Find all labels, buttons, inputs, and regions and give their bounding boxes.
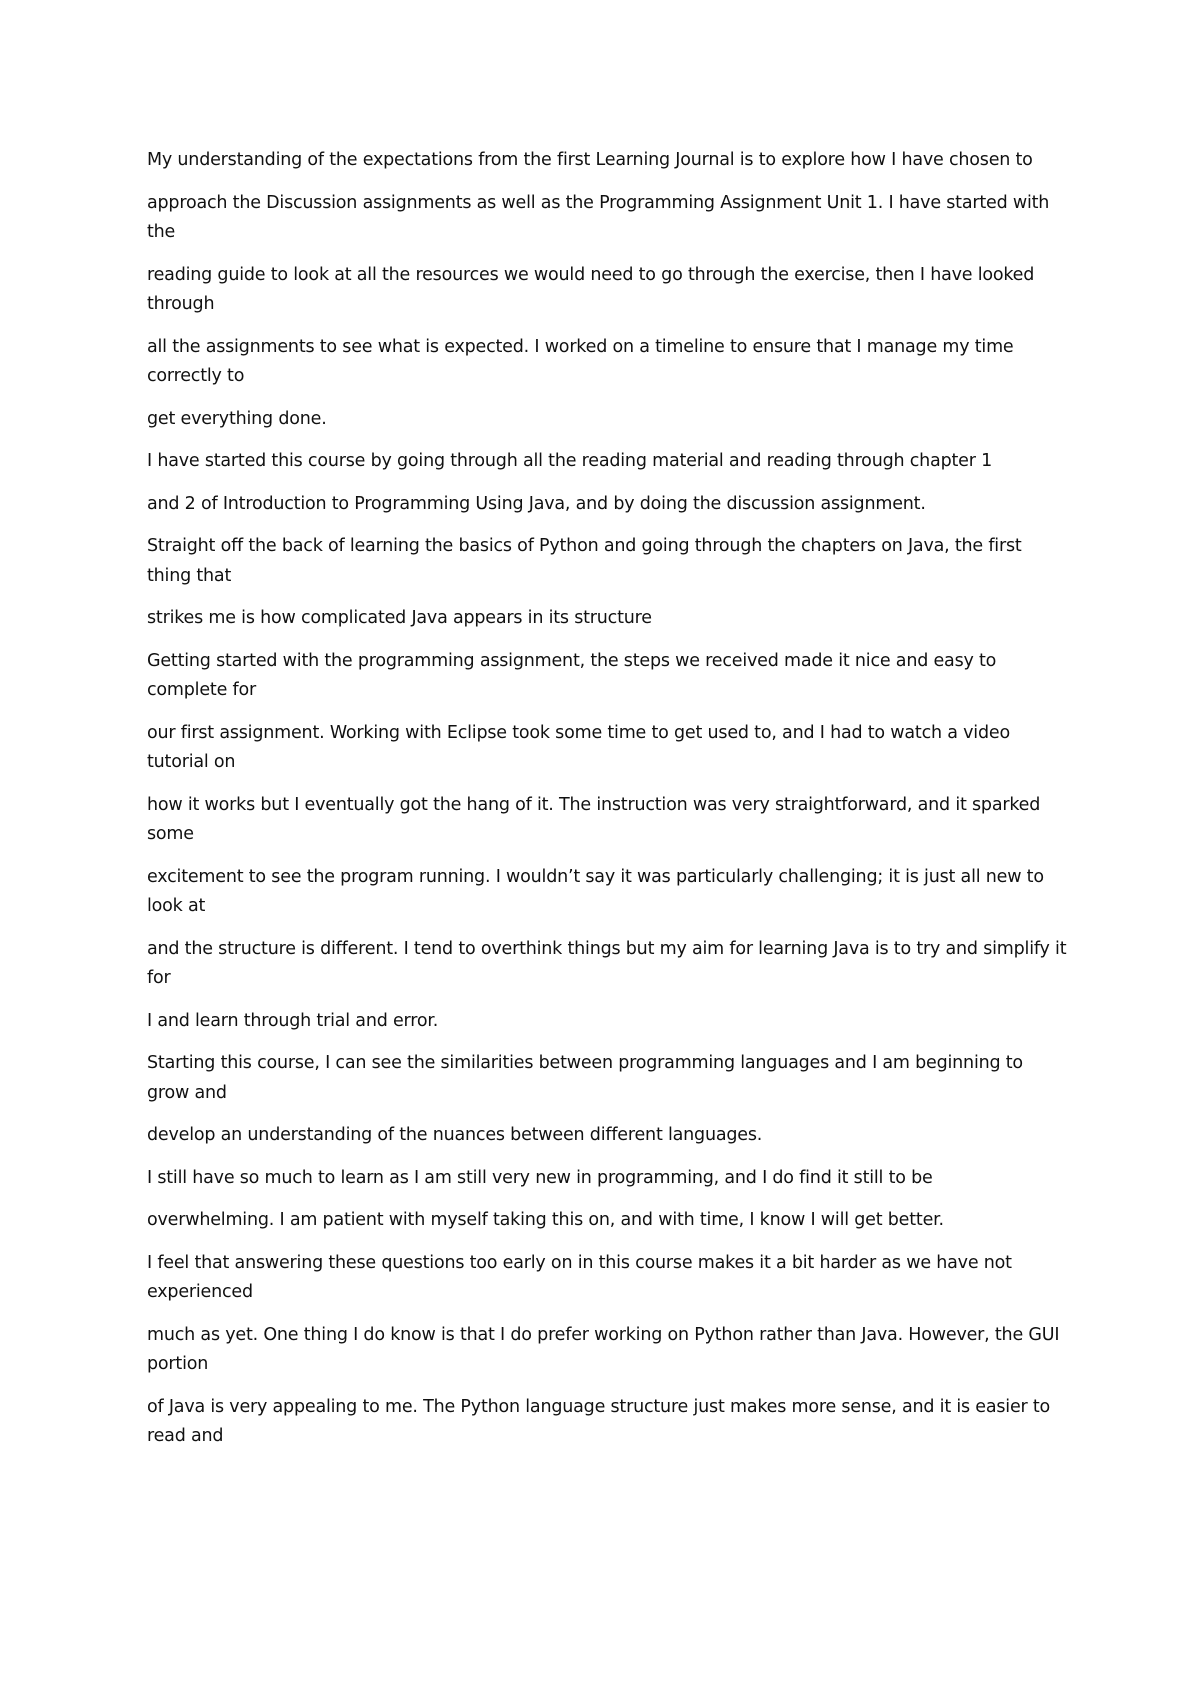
paragraph: and 2 of Introduction to Programming Using Java, and by doing the discussion assignment. <box>147 493 926 514</box>
paragraph: excitement to see the program running. I wouldn’t say it was particularly challenging; it is just all new to look at <box>147 866 1044 916</box>
paragraph: My understanding of the expectations from the first Learning Journal is to explore how I have chosen to <box>147 150 1033 170</box>
paragraph: reading guide to look at all the resources we would need to go through the exercise, then I have looked through <box>147 264 1035 314</box>
paragraph: Straight off the back of learning the basics of Python and going through the chapters on Java, the first thing that <box>147 536 1022 586</box>
paragraph: develop an understanding of the nuances between different languages. <box>147 1125 763 1145</box>
paragraph: of Java is very appealing to me. The Python language structure just makes more sense, and it is easier to read and <box>147 1396 1051 1446</box>
document-body <box>147 146 1067 1465</box>
paragraph: I still have so much to learn as I am still very new in programming, and I do find it still to be <box>147 1167 933 1188</box>
paragraph: approach the Discussion assignments as well as the Programming Assignment Unit 1. I have started with the <box>147 192 1050 242</box>
paragraph: get everything done. <box>147 408 327 429</box>
paragraph: and the structure is different. I tend to overthink things but my aim for learning Java is to try and simplify it for <box>147 938 1067 988</box>
paragraph: how it works but I eventually got the hang of it. The instruction was very straightforward, and it sparked some <box>147 794 1041 844</box>
paragraph: I feel that answering these questions too early on in this course makes it a bit harder as we have not experienced <box>147 1252 1012 1302</box>
paragraph: Getting started with the programming assignment, the steps we received made it nice and easy to complete for <box>147 650 997 700</box>
paragraph: Starting this course, I can see the similarities between programming languages and I am beginning to grow and <box>147 1053 1023 1103</box>
paragraph: I have started this course by going through all the reading material and reading through chapter 1 <box>147 451 993 471</box>
paragraph: all the assignments to see what is expected. I worked on a timeline to ensure that I manage my time correctly to <box>147 336 1014 386</box>
paragraph: our first assignment. Working with Eclipse took some time to get used to, and I had to watch a video tutorial on <box>147 722 1010 772</box>
paragraph: much as yet. One thing I do know is that I do prefer working on Python rather than Java. However, the GUI portion <box>147 1324 1060 1374</box>
paragraph: strikes me is how complicated Java appears in its structure <box>147 608 652 628</box>
paragraph: overwhelming. I am patient with myself taking this on, and with time, I know I will get better. <box>147 1210 944 1230</box>
paragraph: I and learn through trial and error. <box>147 1010 439 1031</box>
